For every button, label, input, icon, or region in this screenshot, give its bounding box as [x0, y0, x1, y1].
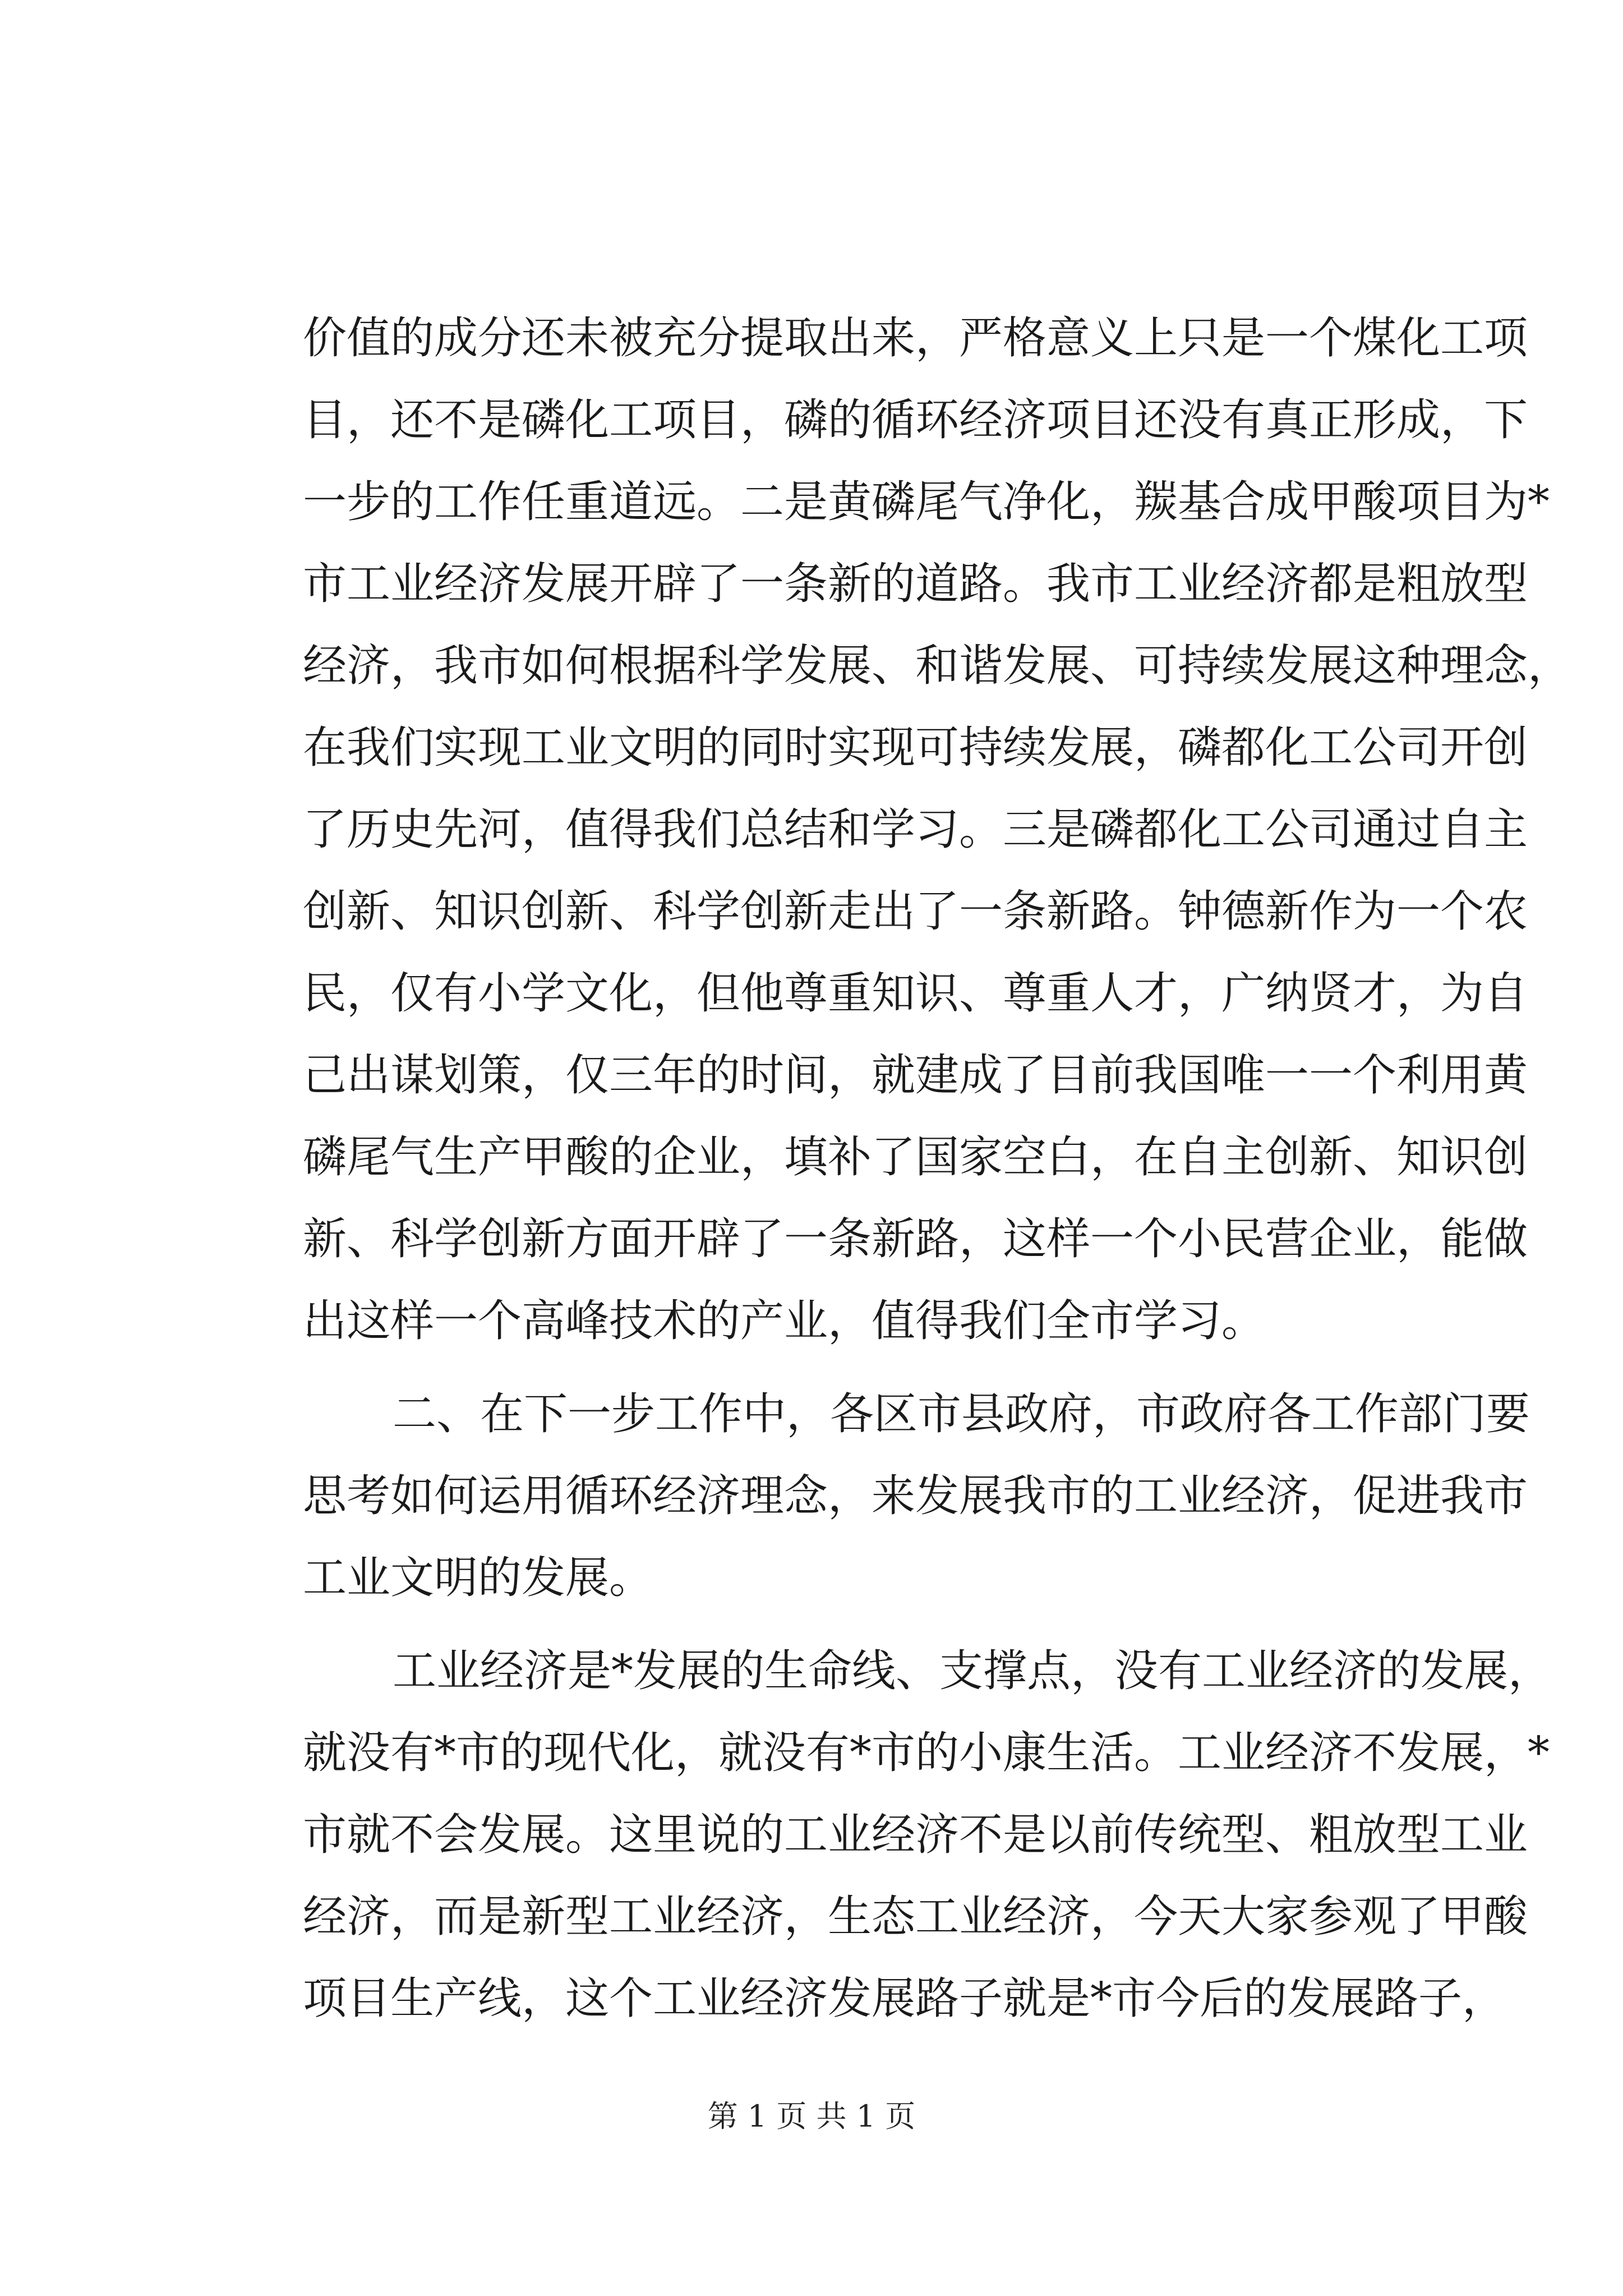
page-number-footer: 第 1 页 共 1 页	[707, 2099, 916, 2134]
text-line: 磷尾气生产甲酸的企业，填补了国家空白，在自主创新、知识创	[303, 1132, 1528, 1182]
document-body	[303, 297, 1572, 2040]
text-line: 工业文明的发展。	[303, 1553, 653, 1603]
text-line: 二、在下一步工作中，各区市县政府，市政府各工作部门要	[393, 1389, 1530, 1439]
text-line: 项目生产线，这个工业经济发展路子就是*市今后的发展路子，	[303, 1973, 1506, 2024]
text-line: 创新、知识创新、科学创新走出了一条新路。钟德新作为一个农	[303, 886, 1528, 937]
paragraph-2	[303, 1373, 1530, 1619]
text-line: 市工业经济发展开辟了一条新的道路。我市工业经济都是粗放型	[303, 559, 1528, 609]
paragraph-gap	[303, 1619, 1481, 1630]
text-line: 市就不会发展。这里说的工业经济不是以前传统型、粗放型工业	[303, 1810, 1528, 1860]
text-line: 思考如何运用循环经济理念，来发展我市的工业经济，促进我市	[303, 1471, 1528, 1521]
text-line: 民，仅有小学文化，但他尊重知识、尊重人才，广纳贤才，为自	[303, 968, 1528, 1019]
text-line: 经济，我市如何根据科学发展、和谐发展、可持续发展这种理念，	[303, 641, 1572, 691]
paragraph-gap	[303, 1362, 1481, 1373]
text-line: 新、科学创新方面开辟了一条新路，这样一个小民营企业，能做	[303, 1214, 1528, 1264]
text-line: 经济，而是新型工业经济，生态工业经济，今天大家参观了甲酸	[303, 1892, 1528, 1942]
text-line: 出这样一个高峰技术的产业，值得我们全市学习。	[303, 1296, 1266, 1346]
text-line: 就没有*市的现代化，就没有*市的小康生活。工业经济不发展，*	[303, 1728, 1550, 1778]
paragraph-3	[303, 1630, 1552, 2040]
text-line: 价值的成分还未被充分提取出来，严格意义上只是一个煤化工项	[303, 313, 1528, 364]
text-line: 工业经济是*发展的生命线、支撑点，没有工业经济的发展，	[393, 1646, 1552, 1696]
text-line: 一步的工作任重道远。二是黄磷尾气净化，羰基合成甲酸项目为*	[303, 477, 1550, 527]
text-line: 己出谋划策，仅三年的时间，就建成了目前我国唯一一个利用黄	[303, 1050, 1528, 1101]
text-line: 目，还不是磷化工项目，磷的循环经济项目还没有真正形成，下	[303, 395, 1528, 445]
text-line: 在我们实现工业文明的同时实现可持续发展，磷都化工公司开创	[303, 723, 1528, 773]
text-line: 了历史先河，值得我们总结和学习。三是磷都化工公司通过自主	[303, 804, 1528, 855]
paragraph-1	[303, 297, 1572, 1362]
